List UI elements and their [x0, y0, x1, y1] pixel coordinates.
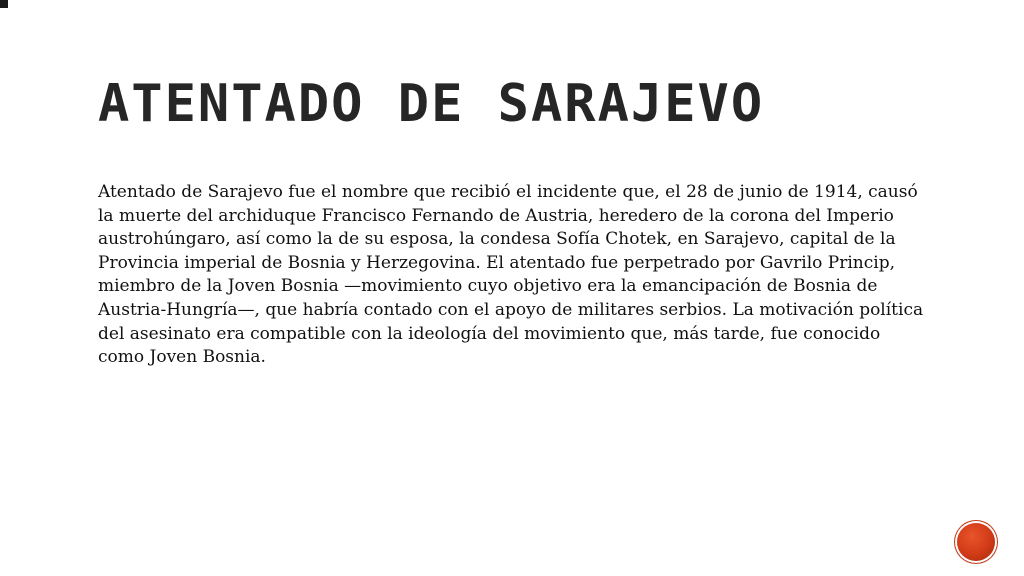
slide-title: ATENTADO DE SARAJEVO [98, 74, 765, 134]
slide-number-badge [957, 523, 995, 561]
corner-mark [0, 0, 8, 8]
slide-body-text: Atentado de Sarajevo fue el nombre que recibió el incidente que, el 28 de junio de 1914, causó la muerte del archiduque Francisco Fernando de Austria, heredero de la corona del Imperio austrohúngaro, así como la de su esposa, la condesa Sofía Chotek, en Sarajevo, capital de la Provincia imperial de Bosnia y Herzegovina. El atentado fue perpetrado por Gavrilo Princip, miembro de la Joven Bosnia —movimiento cuyo objetivo era la emancipación de Bosnia de Austria-Hungría—, que habría contado con el apoyo de militares serbios. La motivación política del asesinato era compatible con la ideología del movimiento que, más tarde, fue conocido como Joven Bosnia. [98, 182, 924, 368]
